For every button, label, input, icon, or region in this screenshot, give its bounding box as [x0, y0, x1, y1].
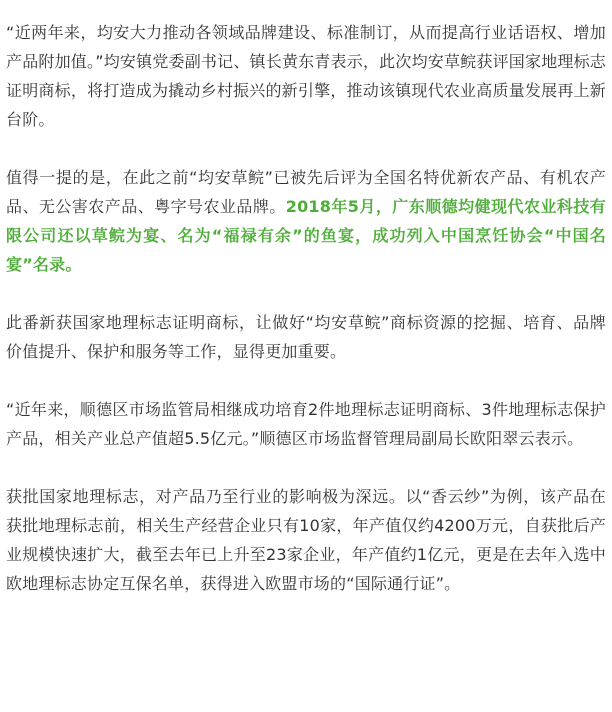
- paragraph-5-text: 获批国家地理标志，对产品乃至行业的影响极为深远。以“香云纱”为例，该产品在获批地理标志前，相关生产经营企业只有10家，年产值仅约4200万元，自获批后产业规模快速扩大，截至去年已上升至23家企业，年产值约1亿元，更是在去年入选中欧地理标志协定互保名单，获得进入欧盟市场的“国际通行证”。: [6, 487, 606, 593]
- paragraph-3-text: 此番新获国家地理标志证明商标，让做好“均安草鲩”商标资源的挖掘、培育、品牌价值提升、保护和服务等工作，显得更加重要。: [6, 313, 606, 361]
- paragraph-5: [6, 482, 606, 598]
- paragraph-2-highlight: 2018年5月，广东顺德均健现代农业科技有限公司还以草鲩为宴、名为“福禄有余”的鱼宴，成功列入中国烹饪协会“中国名宴”名录。: [6, 197, 606, 274]
- paragraph-2: [6, 163, 606, 279]
- paragraph-4: [6, 395, 606, 453]
- paragraph-4-text: “近年来，顺德区市场监管局相继成功培育2件地理标志证明商标、3件地理标志保护产品，相关产业总产值超5.5亿元。”顺德区市场监督管理局副局长欧阳翠云表示。: [6, 400, 606, 448]
- paragraph-1: [6, 18, 606, 134]
- article-body: [6, 18, 606, 598]
- paragraph-3: [6, 308, 606, 366]
- paragraph-1-text: “近两年来，均安大力推动各领域品牌建设、标准制订，从而提高行业话语权、增加产品附加值。”均安镇党委副书记、镇长黄东青表示，此次均安草鲩获评国家地理标志证明商标，将打造成为撬动乡村振兴的新引擎，推动该镇现代农业高质量发展再上新台阶。: [6, 23, 606, 129]
- paragraph-2-text: 值得一提的是，在此之前“均安草鲩”已被先后评为全国名特优新农产品、有机农产品、无公害农产品、粤字号农业品牌。: [6, 168, 606, 216]
